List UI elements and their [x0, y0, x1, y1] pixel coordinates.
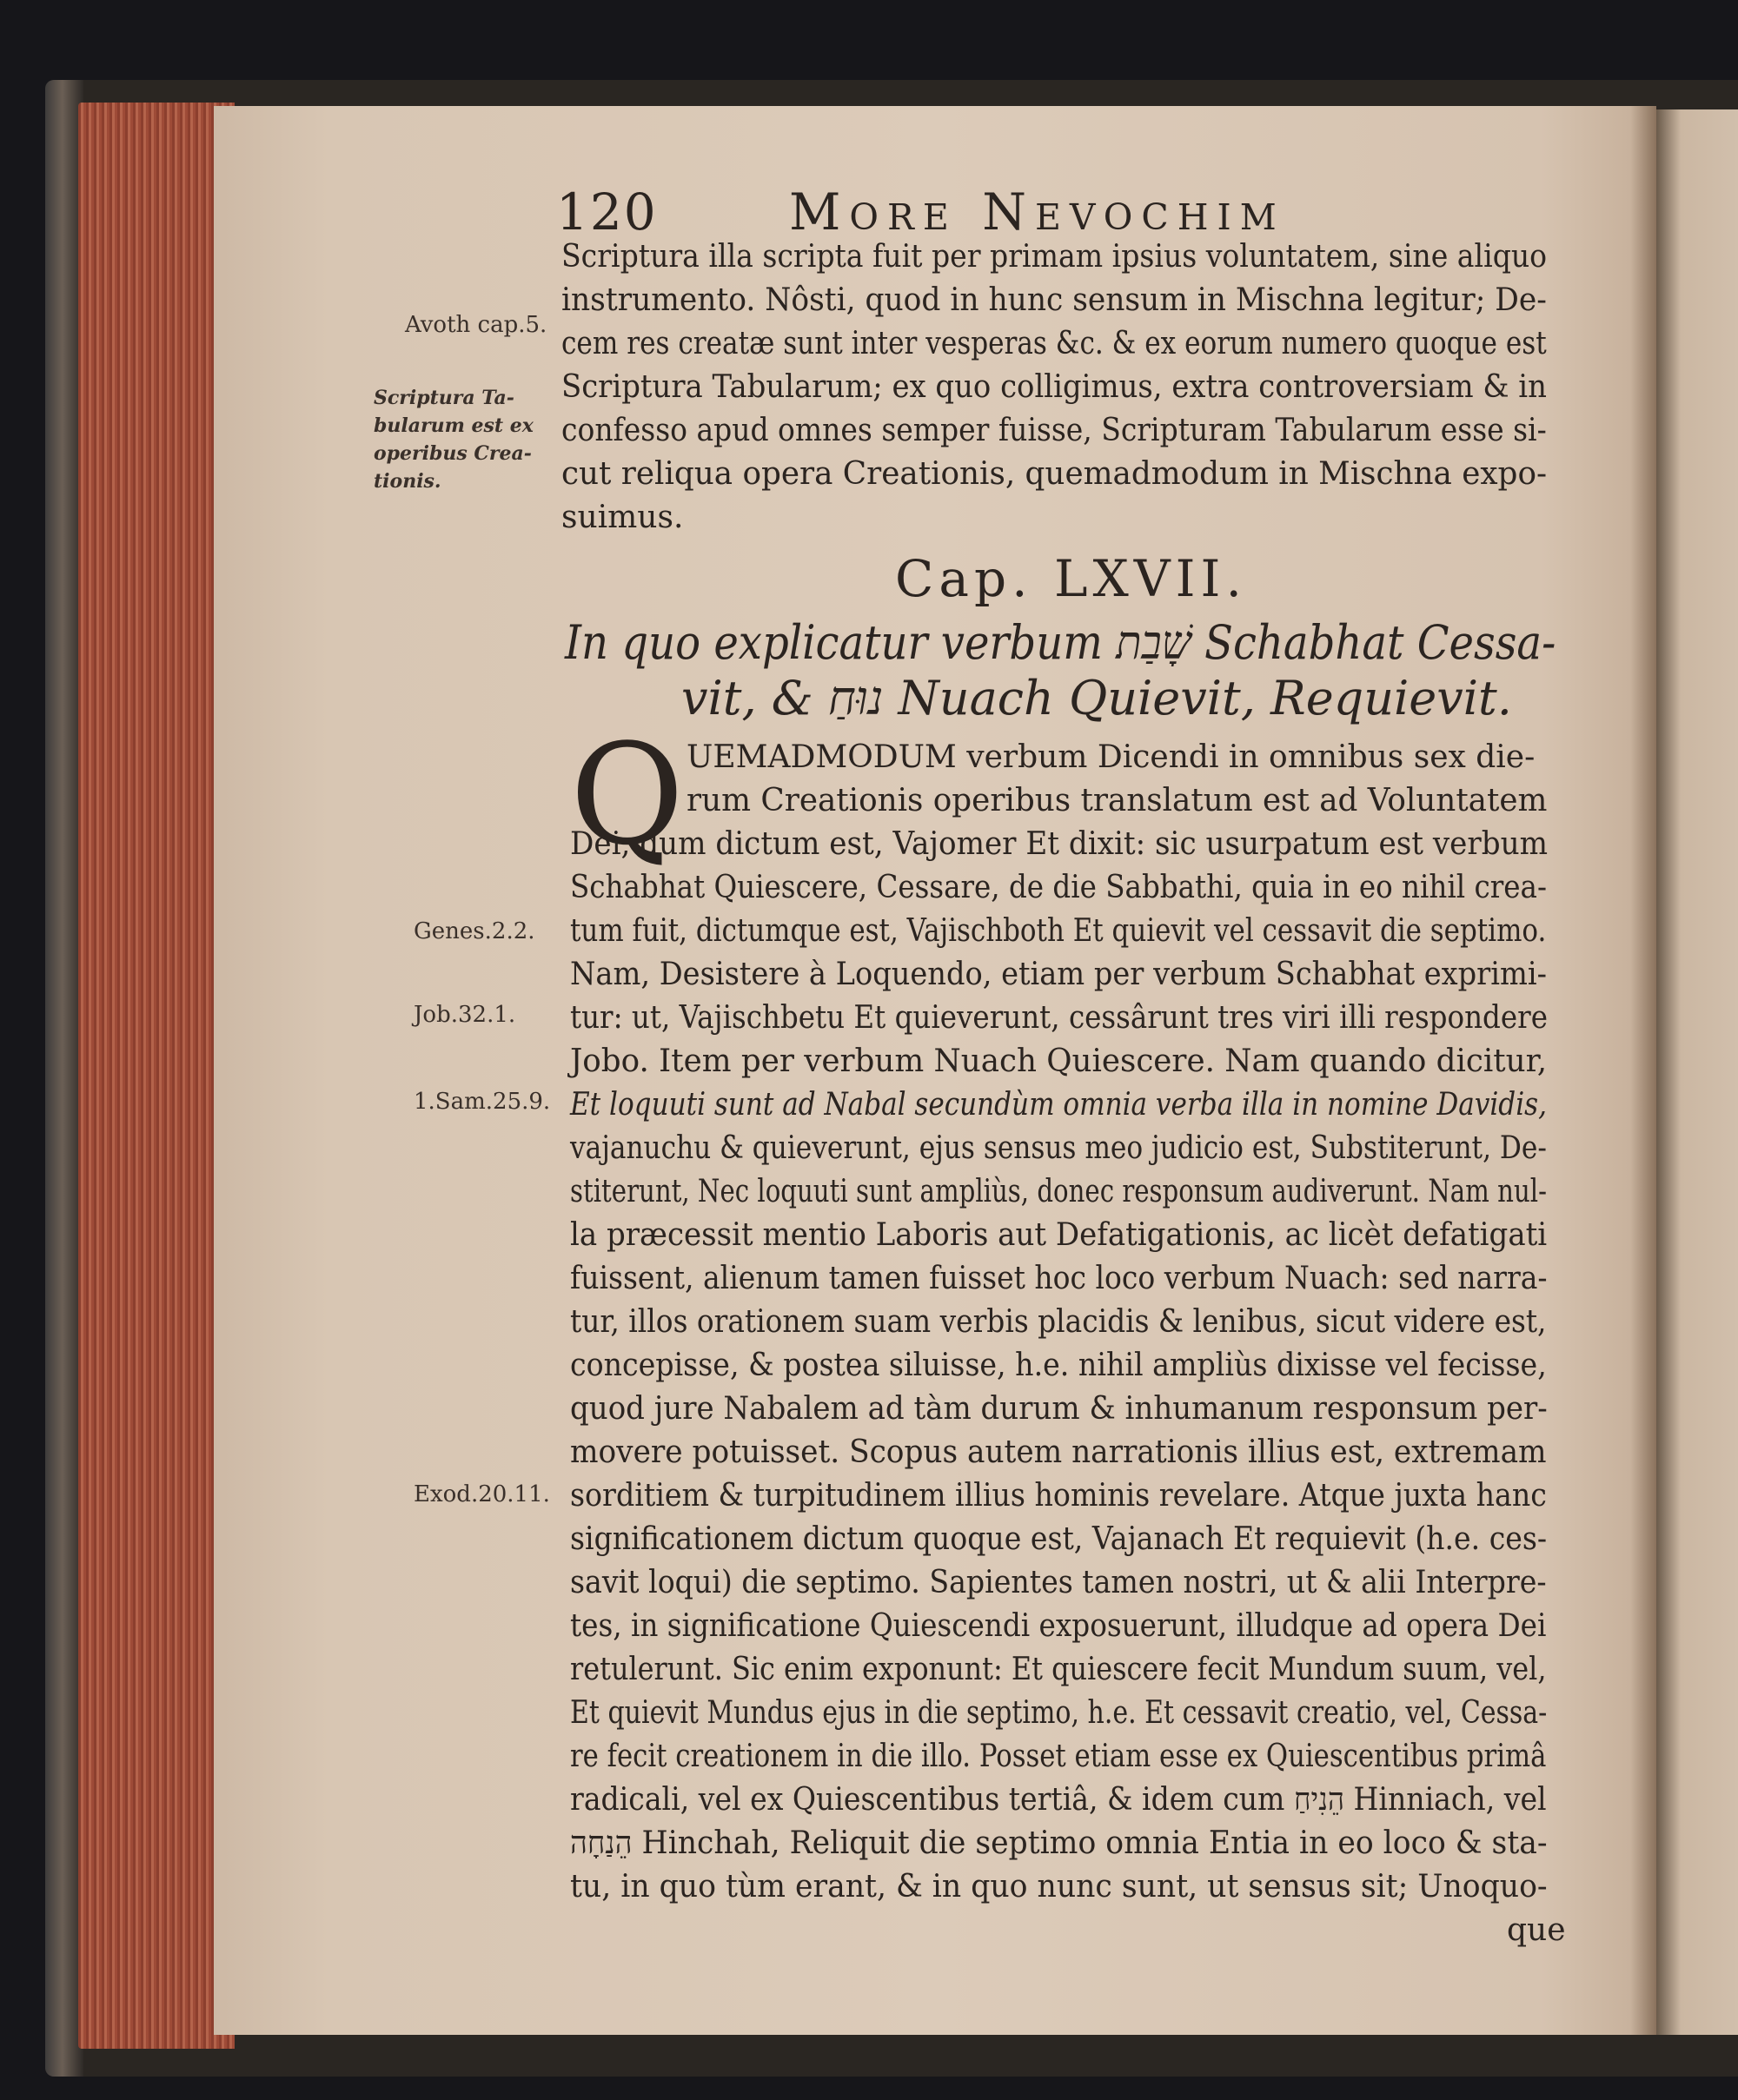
- text-line: sorditiem & turpitudinem illius hominis revelare. Atque juxta hanc: [570, 1478, 1547, 1514]
- text-line: Et quievit Mundus ejus in die septimo, h.e. Et cessavit creatio, vel, Cessa-: [570, 1695, 1548, 1731]
- text-line: retulerunt. Sic enim exponunt: Et quiescere fecit Mundum suum, vel,: [570, 1652, 1547, 1687]
- text-line: significationem dictum quoque est, Vajanach Et requievit (h.e. ces-: [570, 1521, 1548, 1557]
- text-line: la præcessit mentio Laboris aut Defatigationis, ac licèt defatigati: [570, 1217, 1548, 1253]
- text-line: savit loqui) die septimo. Sapientes tamen nostri, ut & alii Interpre-: [570, 1565, 1547, 1600]
- margin-note-samuel: 1.Sam.25.9.: [414, 1089, 551, 1115]
- text-line: re fecit creationem in die illo. Posset etiam esse ex Quiescentibus primâ: [570, 1739, 1547, 1774]
- chapter-heading: Cap. LXVII.: [895, 549, 1247, 608]
- text-line: vajanuchu & quieverunt, ejus sensus meo judicio est, Substiterunt, De-: [570, 1130, 1547, 1166]
- text-line: Jobo. Item per verbum Nuach Quiescere. Nam quando dicitur,: [570, 1043, 1548, 1079]
- margin-note-avoth: Avoth cap.5.: [405, 312, 547, 338]
- page-gutter-shadow: [1630, 106, 1656, 2035]
- text-line: Scriptura illa scripta fuit per primam ipsius voluntatem, sine aliquo: [561, 239, 1548, 275]
- facing-page-edge: [1656, 109, 1738, 2035]
- page-edges: [78, 103, 235, 2049]
- chapter-subtitle-line-2: vit, & נוּחַ Nuach Quievit, Requievit.: [681, 671, 1512, 725]
- text-line: rum Creationis operibus translatum est ad Voluntatem: [687, 783, 1548, 818]
- margin-note-job: Job.32.1.: [414, 1002, 516, 1028]
- page-number: 120: [556, 182, 658, 242]
- margin-note-scriptura: operibus Crea-: [374, 442, 532, 465]
- text-line: Nam, Desistere à Loquendo, etiam per verbum Schabhat exprimi-: [570, 957, 1547, 992]
- margin-note-scriptura: bularum est ex: [374, 414, 534, 437]
- text-line: tur, illos orationem suam verbis placidis & lenibus, sicut videre est,: [570, 1304, 1547, 1340]
- text-line: radicali, vel ex Quiescentibus tertiâ, & idem cum הֵנִיחַ Hinniach, vel: [570, 1782, 1547, 1818]
- text-line: UEMADMODUM verbum Dicendi in omnibus sex die-: [687, 739, 1536, 775]
- text-line: confesso apud omnes semper fuisse, Scripturam Tabularum esse si-: [561, 413, 1547, 448]
- margin-note-scriptura: tionis.: [374, 470, 441, 493]
- chapter-subtitle-line-1: In quo explicatur verbum שָׁבַת Schabhat Cessa-: [565, 615, 1556, 670]
- text-line: Dei, dum dictum est, Vajomer Et dixit: sic usurpatum est verbum: [570, 826, 1548, 862]
- text-line: Schabhat Quiescere, Cessare, de die Sabbathi, quia in eo nihil crea-: [570, 870, 1547, 905]
- text-line: tes, in significatione Quiescendi exposuerunt, illudque ad opera Dei: [570, 1608, 1547, 1644]
- text-line: cut reliqua opera Creationis, quemadmodum in Mischna expo-: [561, 456, 1548, 492]
- catchword: que: [1507, 1912, 1566, 1948]
- text-line: Et loquuti sunt ad Nabal secundùm omnia verba illa in nomine Davidis,: [570, 1087, 1547, 1123]
- drop-cap: Q: [570, 713, 685, 876]
- text-line: fuissent, alienum tamen fuisset hoc loco verbum Nuach: sed narra-: [570, 1261, 1548, 1296]
- running-header: [556, 182, 1425, 243]
- running-title: More Nevochim: [789, 182, 1285, 242]
- text-line: instrumento. Nôsti, quod in hunc sensum in Mischna legitur; De-: [561, 282, 1547, 318]
- text-line: tum fuit, dictumque est, Vajischboth Et quievit vel cessavit die septimo.: [570, 913, 1547, 949]
- text-line: Scriptura Tabularum; ex quo colligimus, extra controversiam & in: [561, 369, 1547, 405]
- text-line: movere potuisset. Scopus autem narrationis illius est, extremam: [570, 1434, 1547, 1470]
- text-line: הֵנַחָה Hinchah, Reliquit die septimo omnia Entia in eo loco & sta-: [570, 1825, 1548, 1861]
- text-line: suimus.: [561, 500, 684, 535]
- text-line: quod jure Nabalem ad tàm durum & inhumanum responsum per-: [570, 1391, 1548, 1427]
- text-line: tur: ut, Vajischbetu Et quieverunt, cessârunt tres viri illi respondere: [570, 1000, 1548, 1036]
- text-line: tu, in quo tùm erant, & in quo nunc sunt, ut sensus sit; Unoquo-: [570, 1869, 1548, 1905]
- margin-note-genesis: Genes.2.2.: [414, 918, 535, 944]
- text-line: cem res creatæ sunt inter vesperas &c. & ex eorum numero quoque est: [561, 326, 1547, 361]
- margin-note-scriptura: Scriptura Ta-: [374, 387, 514, 409]
- margin-note-exodus: Exod.20.11.: [414, 1481, 550, 1507]
- text-line: stiterunt, Nec loquuti sunt ampliùs, donec responsum audiverunt. Nam nul-: [570, 1174, 1547, 1209]
- text-line: concepisse, & postea siluisse, h.e. nihil ampliùs dixisse vel fecisse,: [570, 1348, 1547, 1383]
